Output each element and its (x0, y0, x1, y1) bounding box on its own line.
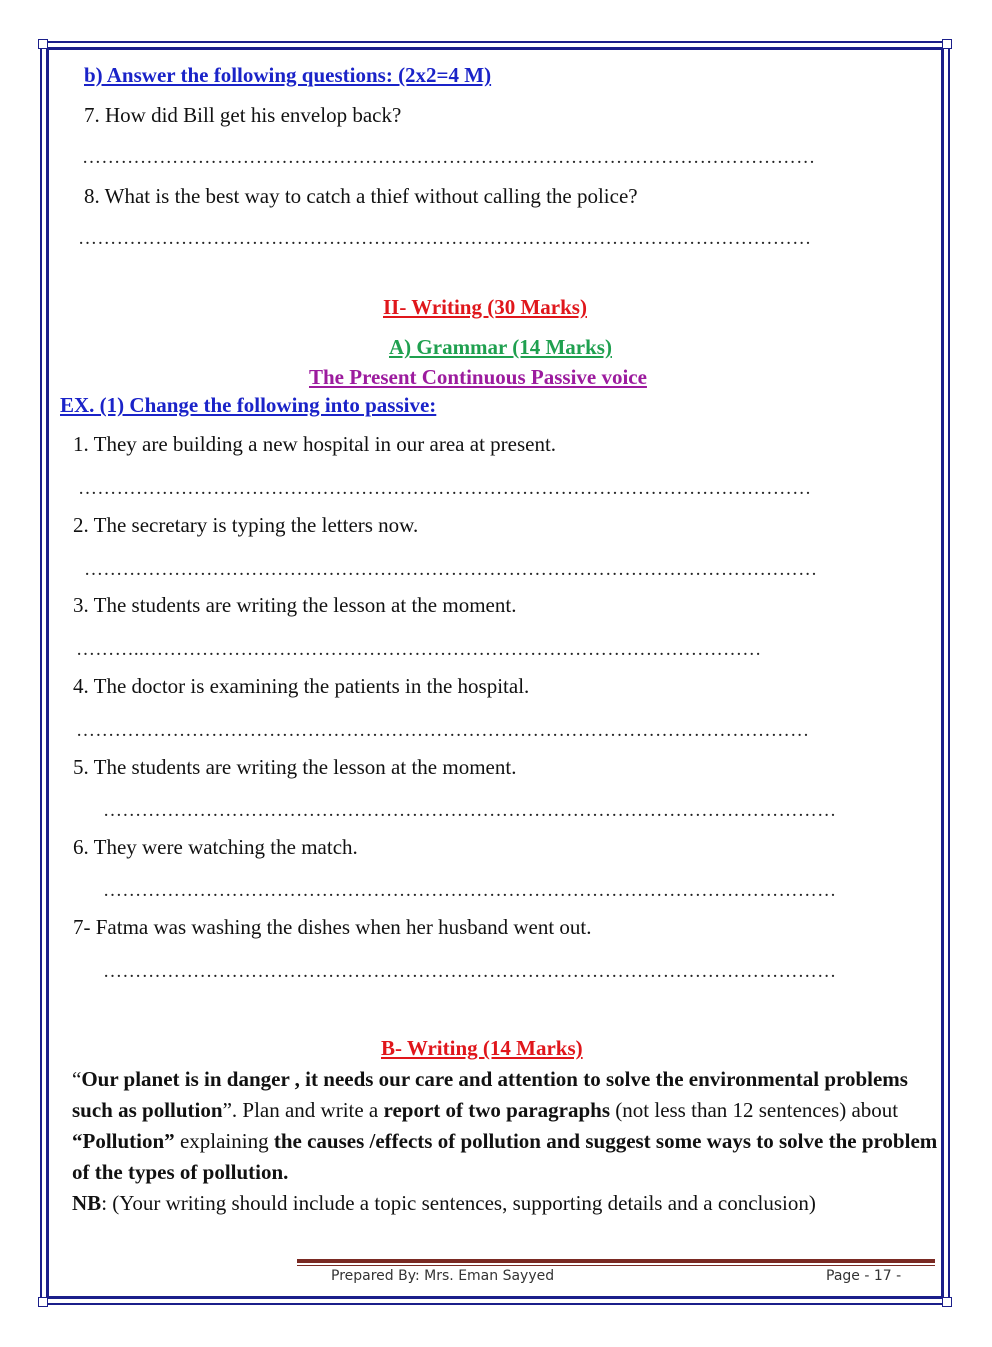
answer-line: …………………………………………………………………………………………………… (103, 801, 837, 821)
nb-text: : (Your writing should include a topic sentences, supporting details and a conclusion) (101, 1191, 816, 1215)
prompt-text: xplaining (189, 1129, 274, 1153)
answer-line: …………………………………………………………………………………………………… (78, 479, 812, 499)
footer-rule (297, 1259, 935, 1263)
border-corner (942, 39, 952, 49)
footer-page-number: Page - 17 - (826, 1268, 902, 1284)
writing-prompt (72, 1064, 938, 1219)
answer-line: …………………………………………………………………………………………………… (84, 560, 818, 580)
writing-heading: II- Writing (30 Marks) (383, 295, 587, 319)
grammar-heading: A) Grammar (14 Marks) (389, 335, 612, 359)
answer-line: …………………………………………………………………………………………………… (103, 962, 837, 982)
b-writing-heading: B- Writing (14 Marks) (381, 1036, 583, 1060)
prompt-text: e (174, 1129, 190, 1153)
grammar-topic: The Present Continuous Passive voice (309, 365, 647, 389)
prompt-bold: report of two paragraphs (383, 1098, 611, 1122)
question-8: 8. What is the best way to catch a thief without calling the police? (84, 184, 638, 208)
prompt-bold: “Pollution” (72, 1129, 175, 1153)
exercise-item-4: 4. The doctor is examining the patients in the hospital. (73, 674, 530, 698)
answer-line: …………………………………………………………………………………………………… (76, 721, 810, 741)
prompt-text: “ (72, 1067, 82, 1091)
section-b-heading: b) Answer the following questions: (2x2=4 M) (84, 63, 492, 87)
footer-prepared-by: Prepared By: Mrs. Eman Sayyed (331, 1268, 555, 1284)
answer-line: …………………………………………………………………………………………………… (82, 148, 816, 168)
border-corner (38, 1297, 48, 1307)
answer-line: ………..…………………………………………………………………………………… (76, 640, 762, 660)
exercise-item-5: 5. The students are writing the lesson at the moment. (73, 755, 517, 779)
prompt-text: ”. Plan and write a (222, 1098, 384, 1122)
exercise-item-7: 7- Fatma was washing the dishes when her husband went out. (73, 915, 592, 939)
answer-line: …………………………………………………………………………………………………… (78, 229, 812, 249)
border-corner (38, 39, 48, 49)
footer-rule-thin (297, 1265, 935, 1266)
exercise-heading: EX. (1) Change the following into passive: (60, 393, 437, 417)
answer-line: …………………………………………………………………………………………………… (103, 881, 837, 901)
question-7: 7. How did Bill get his envelop back? (84, 103, 402, 127)
prompt-bold: the causes /effects of pollution and suggest some ways to solve the problem of the types of pollution. (72, 1129, 938, 1184)
prompt-text: (not less than 12 sentences) about (610, 1098, 899, 1122)
exercise-item-6: 6. They were watching the match. (73, 835, 358, 859)
exercise-item-1: 1. They are building a new hospital in our area at present. (73, 432, 557, 456)
exercise-item-3: 3. The students are writing the lesson at the moment. (73, 593, 517, 617)
exercise-item-2: 2. The secretary is typing the letters now. (73, 513, 419, 537)
nb-label: NB (72, 1191, 102, 1215)
border-corner (942, 1297, 952, 1307)
prompt-bold: Our planet is in danger , it needs our care and attention to solve the environmental problems such as pollution (72, 1067, 908, 1122)
